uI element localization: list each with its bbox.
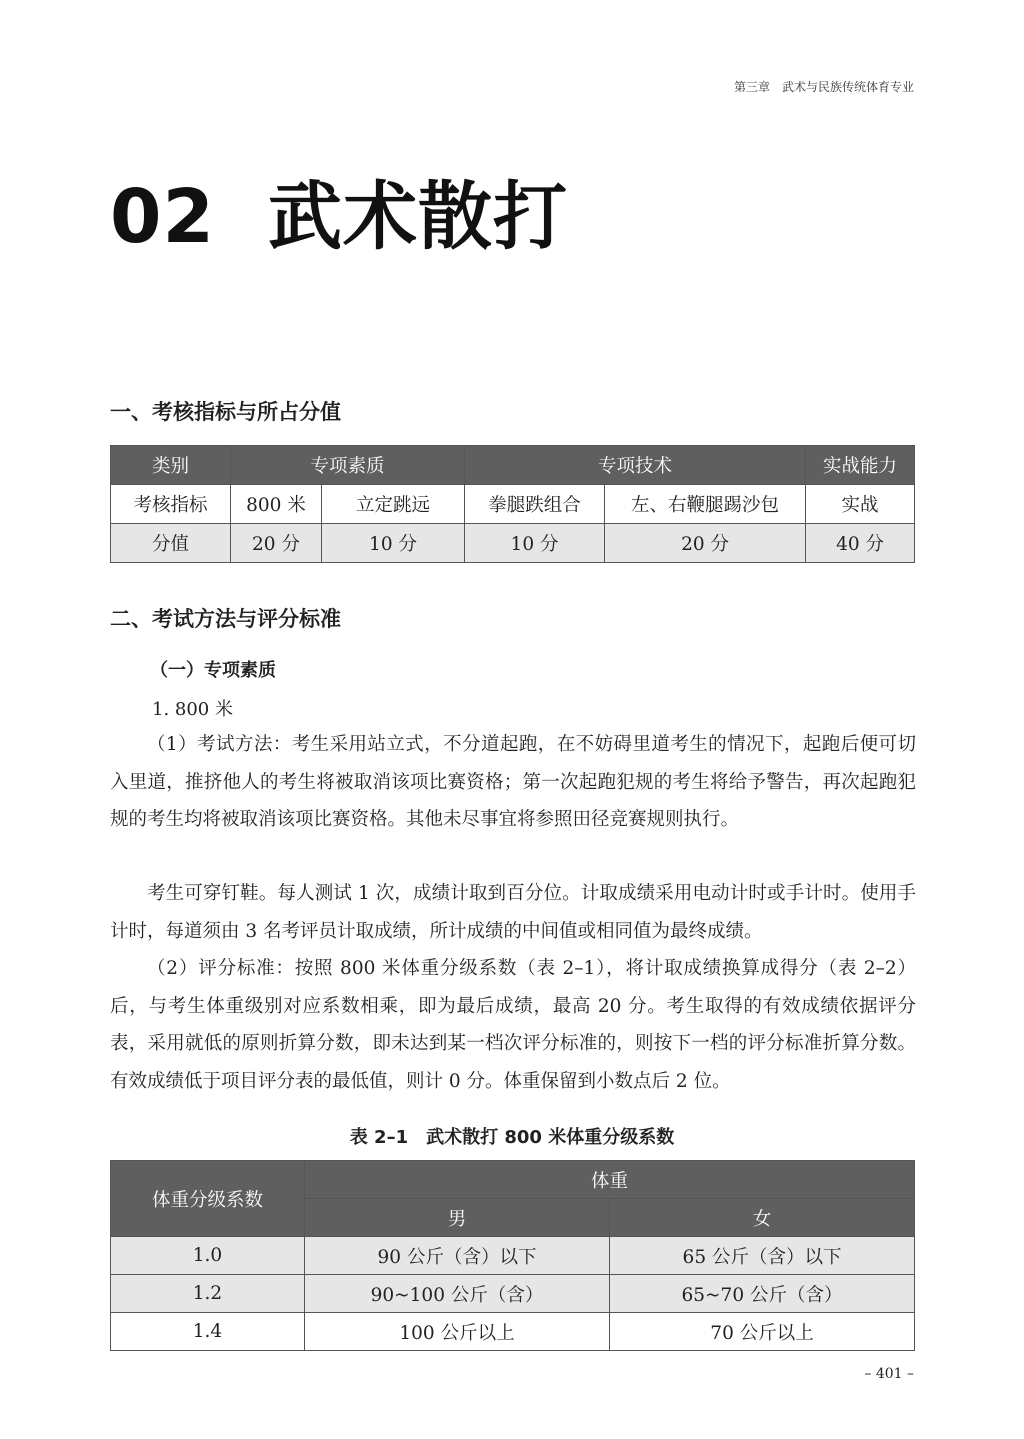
header-combat-ability: 实战能力 (806, 446, 915, 485)
header-category: 类别 (111, 446, 231, 485)
table-row (111, 485, 915, 524)
table-cell: 90~100 公斤（含） (305, 1275, 610, 1313)
page-number: – 401 – (864, 1366, 914, 1382)
table-cell: 实战 (806, 485, 915, 524)
table-cell: 拳腿跌组合 (465, 485, 605, 524)
table-cell: 70 公斤以上 (610, 1313, 915, 1351)
table-cell: 分值 (111, 524, 231, 563)
table-row (111, 1313, 915, 1351)
table-cell: 立定跳远 (322, 485, 465, 524)
table-row (111, 1275, 915, 1313)
table-header-row (111, 446, 915, 485)
header-female: 女 (610, 1199, 915, 1237)
table-cell: 40 分 (806, 524, 915, 563)
table-row (111, 1237, 915, 1275)
table-cell: 10 分 (322, 524, 465, 563)
paragraph-shoes-timing: 考生可穿钉鞋。每人测试 1 次，成绩计取到百分位。计取成绩采用电动计时或手计时。使用手计时，每道须由 3 名考评员计取成绩，所计成绩的中间值或相同值为最终成绩。 (110, 883, 916, 942)
section-heading-1: 一、考核指标与所占分值 (110, 399, 341, 424)
section-heading-2: 二、考试方法与评分标准 (110, 606, 341, 631)
header-special-technique: 专项技术 (465, 446, 806, 485)
assessment-table (110, 445, 915, 563)
table-cell: 20 分 (605, 524, 806, 563)
table-cell: 65~70 公斤（含） (610, 1275, 915, 1313)
chapter-number: 02 (110, 174, 215, 260)
paragraph-scoring: （2）评分标准：按照 800 米体重分级系数（表 2–1），将计取成绩换算成得分（表 2–2）后，与考生体重级别对应系数相乘，即为最后成绩，最高 20 分。考生取得的有效成绩依据评分表，采用就低的原则折算分数，即未达到某一档次评分标准的，则按下一档的评分标准折算分数。有效成绩低于项目评分表的最低值，则计 0 分。体重保留到小数点后 2 位。 (110, 958, 916, 1092)
table-cell: 100 公斤以上 (305, 1313, 610, 1351)
weight-coefficient-table (110, 1160, 915, 1351)
table-cell: 65 公斤（含）以下 (610, 1237, 915, 1275)
table-cell: 90 公斤（含）以下 (305, 1237, 610, 1275)
table-cell: 10 分 (465, 524, 605, 563)
sub-heading: （一）专项素质 (150, 660, 276, 681)
paragraph-test-method: （1）考试方法：考生采用站立式，不分道起跑，在不妨碍里道考生的情况下，起跑后便可切入里道，推挤他人的考生将被取消该项比赛资格；第一次起跑犯规的考生将给予警告，再次起跑犯规的考生均将被取消该项比赛资格。其他未尽事宜将参照田径竞赛规则执行。 (110, 734, 916, 830)
running-header: 第三章 武术与民族传统体育专业 (733, 80, 914, 94)
table-cell: 800 米 (231, 485, 322, 524)
header-coefficient: 体重分级系数 (111, 1161, 305, 1237)
header-weight: 体重 (305, 1161, 915, 1199)
table-caption: 表 2–1 武术散打 800 米体重分级系数 (349, 1127, 675, 1148)
chapter-name: 武术散打 (268, 174, 568, 260)
header-special-quality: 专项素质 (231, 446, 465, 485)
table-cell: 左、右鞭腿踢沙包 (605, 485, 806, 524)
table-cell: 1.4 (111, 1313, 305, 1351)
chapter-title (110, 158, 568, 264)
item-title: 1. 800 米 (152, 699, 233, 720)
table-row (111, 524, 915, 563)
table-cell: 1.0 (111, 1237, 305, 1275)
table-cell: 20 分 (231, 524, 322, 563)
table-cell: 考核指标 (111, 485, 231, 524)
header-male: 男 (305, 1199, 610, 1237)
table-cell: 1.2 (111, 1275, 305, 1313)
table-header-row (111, 1161, 915, 1199)
